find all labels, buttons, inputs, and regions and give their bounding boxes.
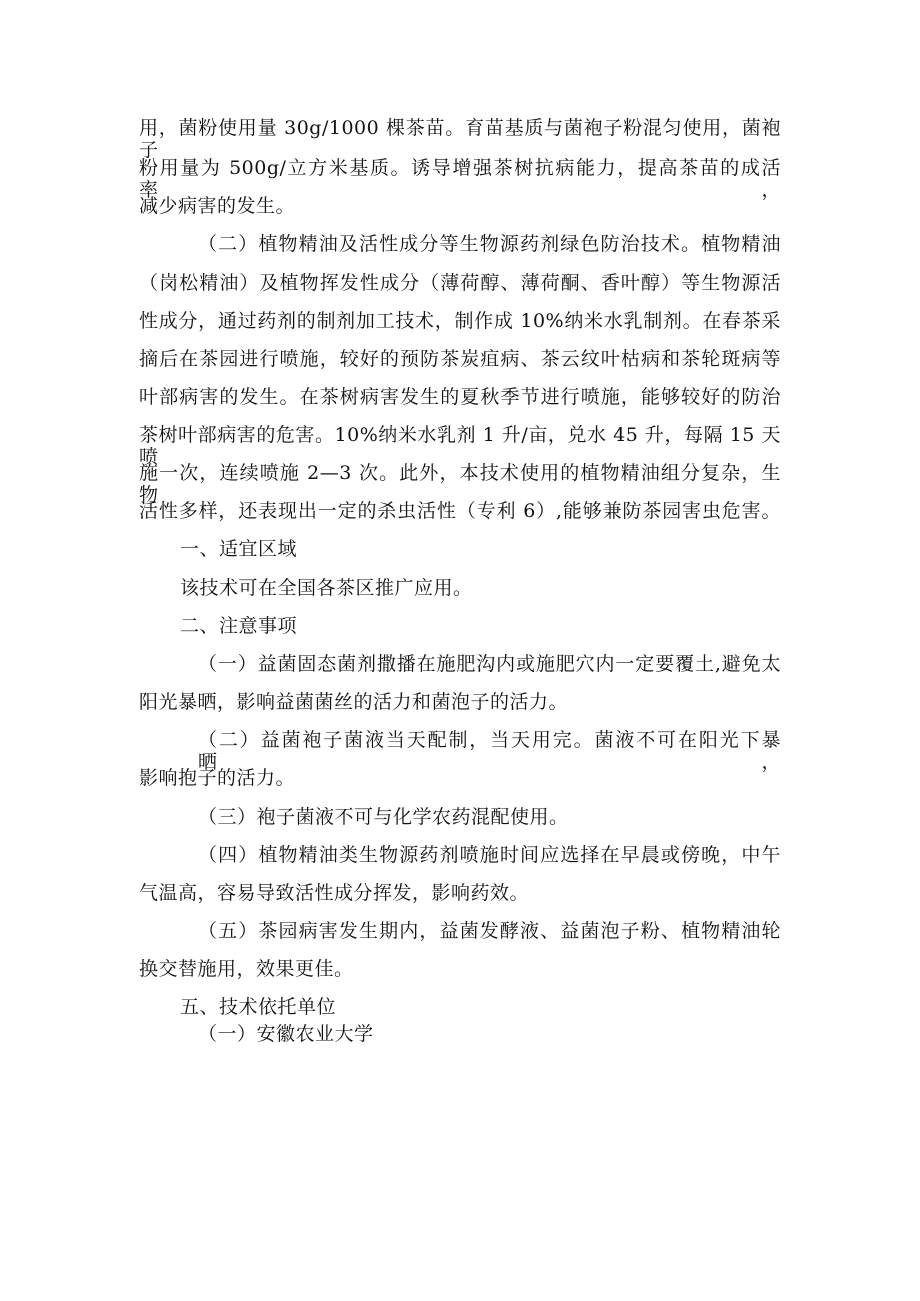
text-line: （一）安徽农业大学: [198, 1023, 374, 1045]
text-line: （二）植物精油及活性成分等生物源药剂绿色防治技术。植物精油: [198, 233, 781, 255]
text-line: 换交替施用，效果更佳。: [139, 958, 354, 980]
text-line: 影响抱子的活力。: [139, 767, 296, 789]
section-heading: 五、技术依托单位: [180, 996, 337, 1018]
text-line: 摘后在茶园进行喷施，较好的预防茶炭疽病、茶云纹叶枯病和茶轮斑病等: [139, 348, 781, 370]
text-line: （四）植物精油类生物源药剂喷施时间应选择在早晨或傍晚，中午: [198, 844, 781, 866]
text-line: （三）袍子菌液不可与化学农药混配使用。: [198, 806, 569, 828]
text-line: 气温高，容易导致活性成分挥发，影响药效。: [139, 882, 530, 904]
text-line: 性成分，通过药剂的制剂加工技术，制作成 10%纳米水乳制剂。在春茶采: [139, 310, 781, 332]
text-line: 茶树叶部病害的危害。10%纳米水乳剂 1 升/亩，兑水 45 升，每隔 15 天喷: [139, 424, 781, 468]
text-line: 该技术可在全国各茶区推广应用。: [180, 577, 473, 599]
text-line: 叶部病害的发生。在茶树病害发生的夏秋季节进行喷施，能够较好的防治: [139, 386, 781, 408]
text-line: 用，菌粉使用量 30g/1000 棵茶苗。育苗基质与菌袍子粉混匀使用，菌袍子: [139, 117, 781, 161]
section-heading: 二、注意事项: [180, 615, 298, 637]
text-line: 施一次，连续喷施 2—3 次。此外，本技术使用的植物精油组分复杂，生物: [139, 462, 781, 506]
text-line: 减少病害的发生。: [139, 195, 296, 217]
text-line: 粉用量为 500g/立方米基质。诱导增强茶树抗病能力，提高茶苗的成活率，: [139, 157, 781, 201]
text-line: 活性多样，还表现出一定的杀虫活性（专利 6）,能够兼防茶园害虫危害。: [139, 500, 781, 522]
text-line: （岗松精油）及植物挥发性成分（薄荷醇、薄荷酮、香叶醇）等生物源活: [139, 272, 781, 294]
text-line: （一）益菌固态菌剂撒播在施肥沟内或施肥穴内一定要覆土,避免太: [198, 653, 781, 675]
section-heading: 一、适宜区域: [180, 538, 298, 560]
text-line: （五）茶园病害发生期内，益菌发酵液、益菌泡子粉、植物精油轮: [198, 920, 781, 942]
text-line: 阳光暴晒，影响益菌菌丝的活力和菌泡子的活力。: [139, 691, 569, 713]
text-line: （二）益菌袍子菌液当天配制，当天用完。菌液不可在阳光下暴晒，: [198, 729, 781, 773]
